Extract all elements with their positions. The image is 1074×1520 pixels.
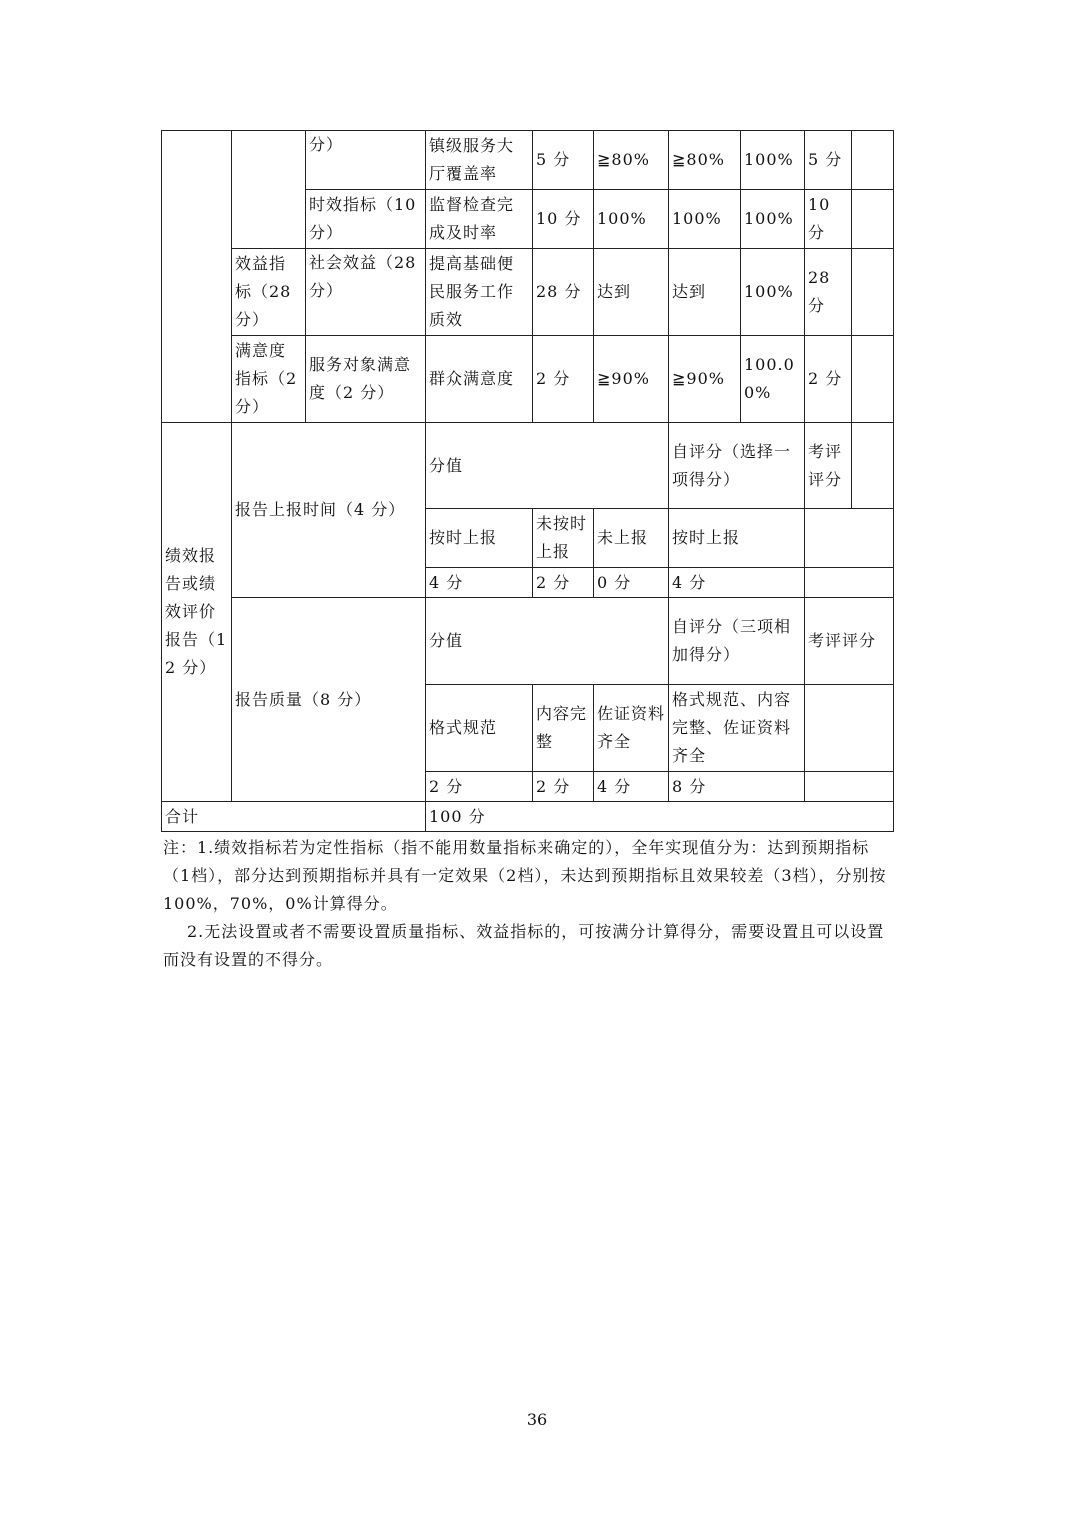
report-section-label: 绩效报告或绩效评价报告（12 分） [162,423,232,802]
quality-self-choice: 格式规范、内容完整、佐证资料齐全 [669,685,805,772]
quality-value-header: 分值 [426,598,669,685]
indicator-cell: 提高基础便民服务工作质效 [426,249,533,336]
indicator-cell: 群众满意度 [426,336,533,423]
score-cell: 10 分 [533,190,594,249]
category-cell-continued [162,131,232,423]
quality-self-score-header: 自评分（三项相加得分） [669,598,805,685]
got-cell: 10 分 [805,190,852,249]
remark-cell [852,131,894,190]
remark-cell [852,336,894,423]
target-cell: 100% [594,190,669,249]
category-cell: 效益指标（28 分） [232,249,306,336]
timing-option-cell: 未按时上报 [533,509,594,568]
score-cell: 2 分 [533,336,594,423]
quality-eval-header: 考评评分 [805,598,894,685]
quality-self-points: 8 分 [669,772,805,802]
timing-option-cell: 未上报 [594,509,669,568]
actual-cell: ≧80% [669,131,741,190]
page-number: 36 [526,1410,548,1429]
sub-indicator-cell: 社会效益（28 分） [306,249,426,336]
quality-eval-cell [805,685,894,772]
sub-indicator-cell: 服务对象满意度（2 分） [306,336,426,423]
category-cell: 满意度指标（2 分） [232,336,306,423]
performance-score-table [161,130,894,832]
target-cell: ≧80% [594,131,669,190]
rate-cell: 100% [741,190,805,249]
remark-cell [852,423,894,509]
table-row [162,598,894,685]
timing-value-header: 分值 [426,423,669,509]
score-cell: 28 分 [533,249,594,336]
target-cell: ≧90% [594,336,669,423]
actual-cell: 达到 [669,249,741,336]
quality-option-cell: 佐证资料齐全 [594,685,669,772]
score-cell: 5 分 [533,131,594,190]
quality-option-cell: 格式规范 [426,685,533,772]
table-notes [163,834,893,974]
rate-cell: 100% [741,249,805,336]
target-cell: 达到 [594,249,669,336]
timing-self-choice: 按时上报 [669,509,805,568]
sub-indicator-cell: 分） [306,131,426,190]
table-row [162,423,894,509]
quality-points-cell: 2 分 [533,772,594,802]
timing-self-points: 4 分 [669,568,805,598]
indicator-cell: 镇级服务大厅覆盖率 [426,131,533,190]
actual-cell: ≧90% [669,336,741,423]
timing-points-cell: 0 分 [594,568,669,598]
report-quality-label: 报告质量（8 分） [232,598,426,802]
quality-option-cell: 内容完整 [533,685,594,772]
timing-eval-points [805,568,894,598]
total-value: 100 分 [426,802,894,832]
got-cell: 5 分 [805,131,852,190]
actual-cell: 100% [669,190,741,249]
quality-points-cell: 4 分 [594,772,669,802]
remark-cell [852,190,894,249]
table-row [162,131,894,190]
got-cell: 2 分 [805,336,852,423]
timing-option-cell: 按时上报 [426,509,533,568]
quality-eval-points [805,772,894,802]
quality-points-cell: 2 分 [426,772,533,802]
subcategory-cell-continued [232,131,306,249]
timing-points-cell: 2 分 [533,568,594,598]
rate-cell: 100% [741,131,805,190]
sub-indicator-cell: 时效指标（10 分） [306,190,426,249]
note-2: 2.无法设置或者不需要设置质量指标、效益指标的，可按满分计算得分，需要设置且可以设置而没有设置的不得分。 [163,922,885,969]
timing-points-cell: 4 分 [426,568,533,598]
timing-eval-cell [805,509,894,568]
table-row [162,249,894,336]
indicator-cell: 监督检查完成及时率 [426,190,533,249]
table-row [162,802,894,832]
note-1: 注：1.绩效指标若为定性指标（指不能用数量指标来确定的），全年实现值分为：达到预期指标（1档），部分达到预期指标并具有一定效果（2档），未达到预期指标且效果较差（3档），分别按 100%，70%，0%计算得分。 [163,838,887,913]
timing-eval-header: 考评评分 [805,423,852,509]
rate-cell: 100.00% [741,336,805,423]
total-label: 合计 [162,802,426,832]
timing-self-score-header: 自评分（选择一项得分） [669,423,805,509]
got-cell: 28 分 [805,249,852,336]
remark-cell [852,249,894,336]
report-timing-label: 报告上报时间（4 分） [232,423,426,598]
table-row [162,336,894,423]
